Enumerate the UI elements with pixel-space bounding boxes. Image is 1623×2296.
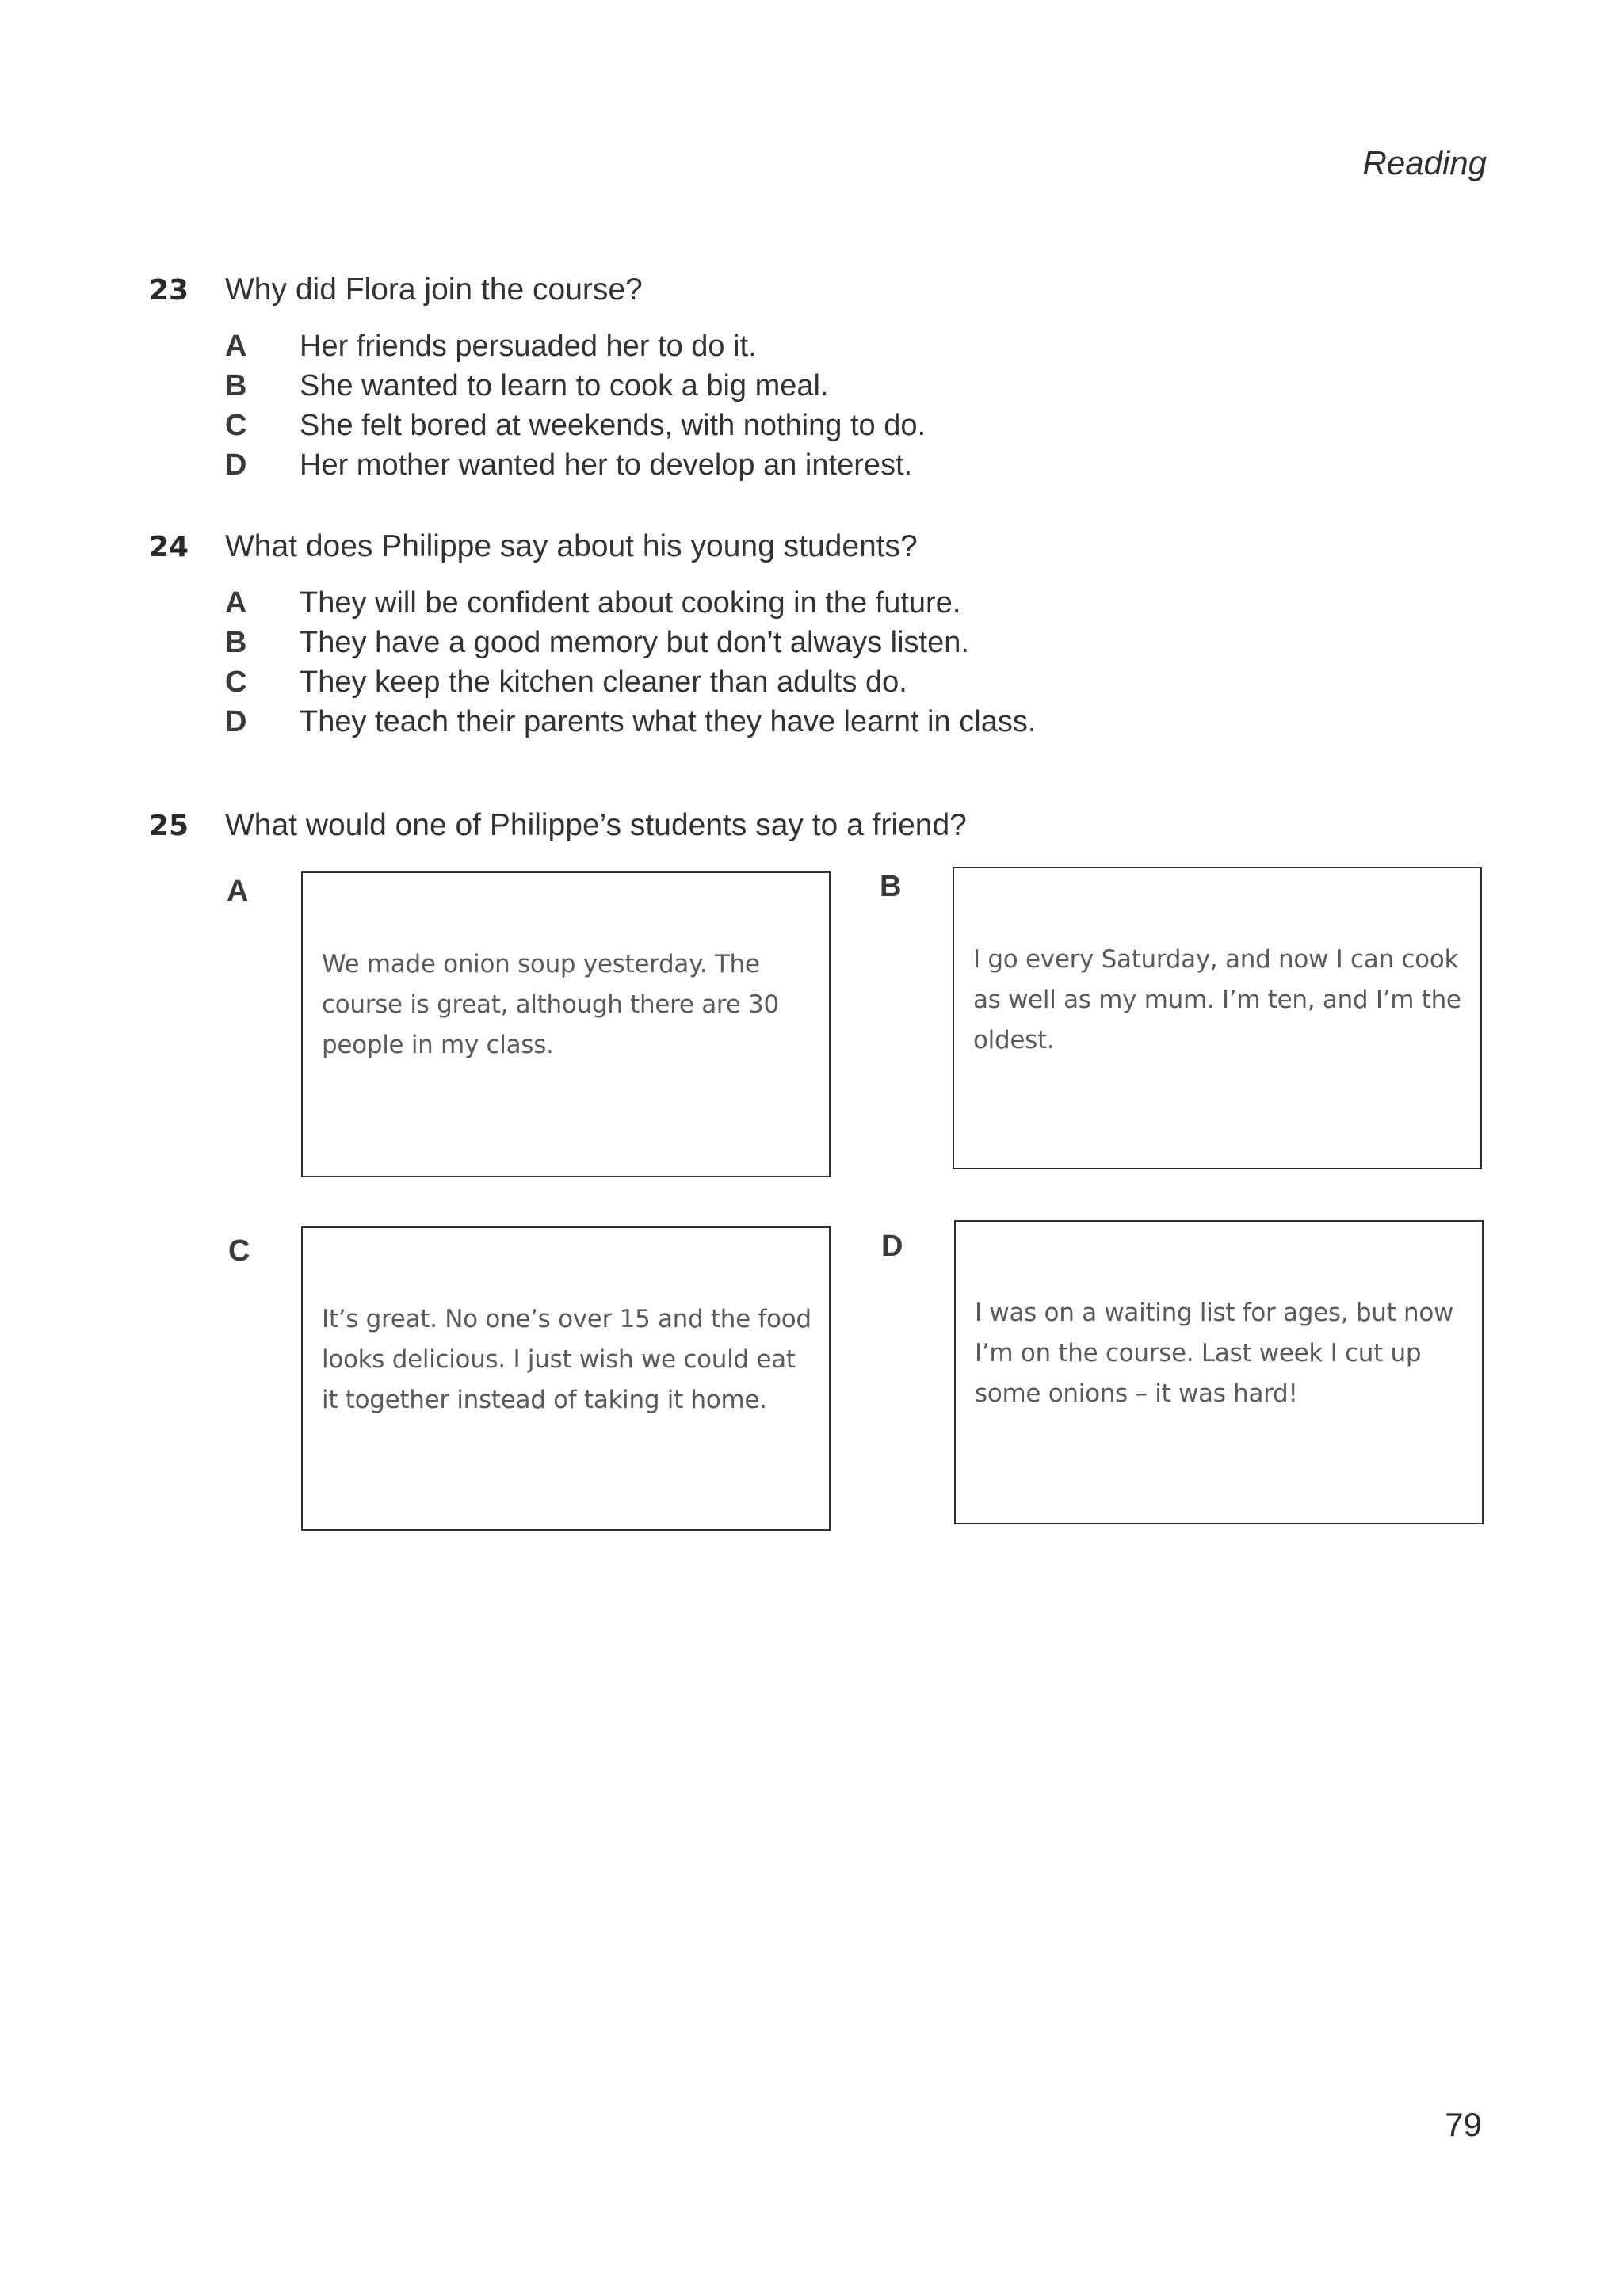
option-a[interactable] (225, 586, 1496, 626)
card-text: We made onion soup yesterday. The course is great, although there are 30 people in my class. (322, 950, 779, 1059)
question-23 (149, 273, 1496, 488)
option-letter: C (225, 666, 247, 699)
card-b[interactable] (953, 867, 1482, 1169)
option-text: They have a good memory but don’t always listen. (300, 626, 969, 659)
option-a[interactable] (225, 330, 1496, 369)
question-head (149, 529, 1496, 574)
question-number: 23 (149, 274, 189, 307)
option-letter: D (225, 705, 247, 738)
option-c[interactable] (225, 666, 1496, 705)
card-c[interactable] (301, 1226, 831, 1531)
card-a[interactable] (301, 871, 831, 1177)
question-head (149, 808, 1496, 852)
question-24 (149, 529, 1496, 745)
page-number: 79 (1445, 2106, 1482, 2143)
option-letter: A (225, 586, 247, 620)
question-25 (149, 808, 1496, 852)
question-text: What does Philippe say about his young students? (225, 529, 918, 563)
card-text: It’s great. No one’s over 15 and the food looks delicious. I just wish we could eat it together instead of taking it home. (322, 1305, 812, 1414)
question-number: 25 (149, 810, 189, 842)
option-text: She wanted to learn to cook a big meal. (300, 369, 829, 402)
option-list (225, 586, 1496, 745)
option-list (225, 330, 1496, 488)
option-text: She felt bored at weekends, with nothing to do. (300, 409, 926, 442)
option-letter: C (225, 409, 247, 442)
option-d[interactable] (225, 448, 1496, 488)
question-text: Why did Flora join the course? (225, 273, 643, 307)
question-head (149, 273, 1496, 317)
option-text: They teach their parents what they have learnt in class. (300, 705, 1037, 738)
option-b[interactable] (225, 369, 1496, 409)
option-text: Her mother wanted her to develop an interest. (300, 448, 913, 482)
option-c[interactable] (225, 409, 1496, 448)
option-text: They will be confident about cooking in the future. (300, 586, 961, 620)
option-letter: B (225, 626, 247, 659)
card-text: I go every Saturday, and now I can cook as well as my mum. I’m ten, and I’m the oldest. (973, 945, 1461, 1055)
card-c-letter: C (228, 1234, 250, 1268)
question-number: 24 (149, 531, 189, 563)
option-text: Her friends persuaded her to do it. (300, 330, 757, 363)
option-letter: A (225, 330, 247, 363)
option-d[interactable] (225, 705, 1496, 745)
option-b[interactable] (225, 626, 1496, 666)
card-b-letter: B (880, 870, 902, 903)
option-letter: B (225, 369, 247, 402)
section-header: Reading (1362, 144, 1487, 181)
option-letter: D (225, 448, 247, 482)
question-text: What would one of Philippe’s students say to a friend? (225, 808, 967, 842)
option-text: They keep the kitchen cleaner than adults do. (300, 666, 907, 699)
card-d[interactable] (954, 1220, 1484, 1524)
card-d-letter: D (881, 1230, 903, 1263)
card-text: I was on a waiting list for ages, but now I’m on the course. Last week I cut up some onions – it was hard! (975, 1299, 1454, 1408)
card-a-letter: A (227, 875, 249, 908)
